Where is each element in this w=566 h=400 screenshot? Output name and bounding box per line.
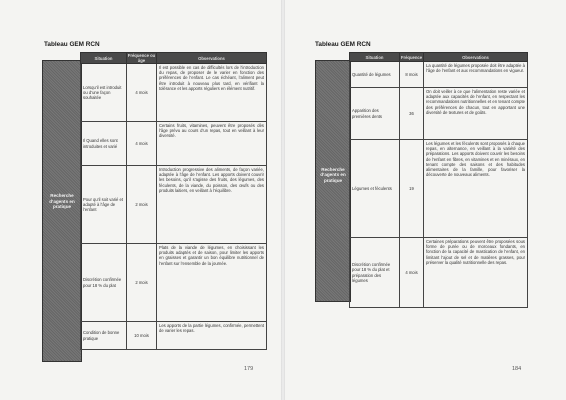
row-frequency: 4 mois (127, 64, 157, 122)
right-page (285, 0, 566, 400)
row-frequency: 4 mois (400, 238, 424, 308)
nutrition-table (80, 52, 267, 350)
row-situation: Il Quand elles sont introduites et varié (81, 122, 127, 166)
page-title: Tableau GEM RCN (315, 41, 371, 48)
side-band (315, 60, 351, 302)
page-number: 184 (512, 366, 522, 372)
row-frequency: 36 (400, 88, 424, 140)
nutrition-table (349, 52, 528, 308)
table-header-row (350, 53, 528, 62)
table-row (81, 64, 267, 122)
row-frequency: 2 mois (127, 244, 157, 322)
column-header: Observations (157, 53, 267, 64)
row-observation: Les légumes et les féculents sont proposés à chaque repas, en alternance, en veillant à la variété des préparations. Les apports doivent couvrir les besoins de l’enfant en fibres, en vitamines et en minéraux, en tenant compte des saisons et des habitudes alimentaires de la famille, pour favoriser la découverte de nouveaux aliments. (424, 140, 528, 238)
row-situation: Discrétion confirmée pour 18 % du plat et préparation des légumes (350, 238, 400, 308)
table-header-row (81, 53, 267, 64)
table-row (350, 62, 528, 88)
column-header: Observations (424, 53, 528, 62)
row-situation: Lorsqu’il est introduit ou d’une façon souhaitée (81, 64, 127, 122)
row-observation: Certains fruits, vitamines, peuvent être proposés dès l’âge prévu au cours d’un repas, tout en veillant à leur diversité. (157, 122, 267, 166)
side-band-label: Recherche d’agents en pratique (320, 166, 346, 183)
row-situation: Légumes et féculents (350, 140, 400, 238)
table-row (81, 122, 267, 166)
row-situation: Quantité de légumes (350, 62, 400, 88)
page-title: Tableau GEM RCN (44, 41, 100, 48)
row-observation: Plats de la viande de légumes, en choisissant les produits adaptés et de saison, pour limiter les apports en graisses et garantir un bon équilibre nutritionnel de l’enfant sur l’ensemble de la journée. (157, 244, 267, 322)
table-row (81, 244, 267, 322)
column-header: Situation (350, 53, 400, 62)
row-observation: Il est possible en cas de difficultés lors de l’introduction du repas, de proposer de le varier en fonction des préférences de l’enfant. Le cas échéant, l’aliment peut être introduit à nouveau plus tard, en vérifiant la tolérance et les apports réguliers en élément nutritif. (157, 64, 267, 122)
table-row (81, 322, 267, 350)
table-row (81, 166, 267, 244)
side-band-label: Recherche d’agents en pratique (49, 193, 75, 210)
column-header: Situation (81, 53, 127, 64)
row-frequency: 4 mois (127, 122, 157, 166)
column-header: Fréquence ou âge (127, 53, 156, 63)
column-header: Fréquence (400, 54, 423, 60)
row-frequency: 10 mois (127, 322, 157, 350)
row-observation: Introduction progressive des aliments, de façon variée, adaptée à l’âge de l’enfant. Les apports doivent couvrir les besoins, qu’il s’agisse des fruits, des légumes, des féculents, de la viande, du poisson, des œufs ou des produits laitiers, en veillant à l’équilibre. (157, 166, 267, 244)
left-page (0, 0, 281, 400)
page-number: 179 (244, 366, 254, 372)
row-observation: La quantité de légumes proposée doit être adaptée à l’âge de l’enfant et aux recommandations en vigueur. (424, 62, 528, 88)
row-observation: Les apports de la partie légumes, confirmée, permettent de varier les repas. (157, 322, 267, 350)
row-frequency: 2 mois (127, 166, 157, 244)
row-situation: Pour qu’il soit varié et adapté à l’âge de l’enfant (81, 166, 127, 244)
table-row (350, 238, 528, 308)
row-frequency: 8 mois (400, 62, 424, 88)
table-row (350, 140, 528, 238)
row-frequency: 19 (400, 140, 424, 238)
table-row (350, 88, 528, 140)
side-band (42, 60, 82, 362)
row-observation: On doit veiller à ce que l’alimentation reste variée et adaptée aux capacités de l’enfant, en respectant les recommandations nutritionnelles et en tenant compte des préférences de chacun, tout en apportant une diversité de textures et de goûts. (424, 88, 528, 140)
row-situation: Apparition des premières dents (350, 88, 400, 140)
row-situation: Discrétion confirmée pour 18 % du plat (81, 244, 127, 322)
row-situation: Condition de bonne pratique (81, 322, 127, 350)
row-observation: Certaines préparations peuvent être proposées sous forme de purée ou de morceaux fondants, en fonction de la capacité de mastication de l’enfant, en limitant l’ajout de sel et de matières grasses, pour préserver la qualité nutritionnelle des repas. (424, 238, 528, 308)
